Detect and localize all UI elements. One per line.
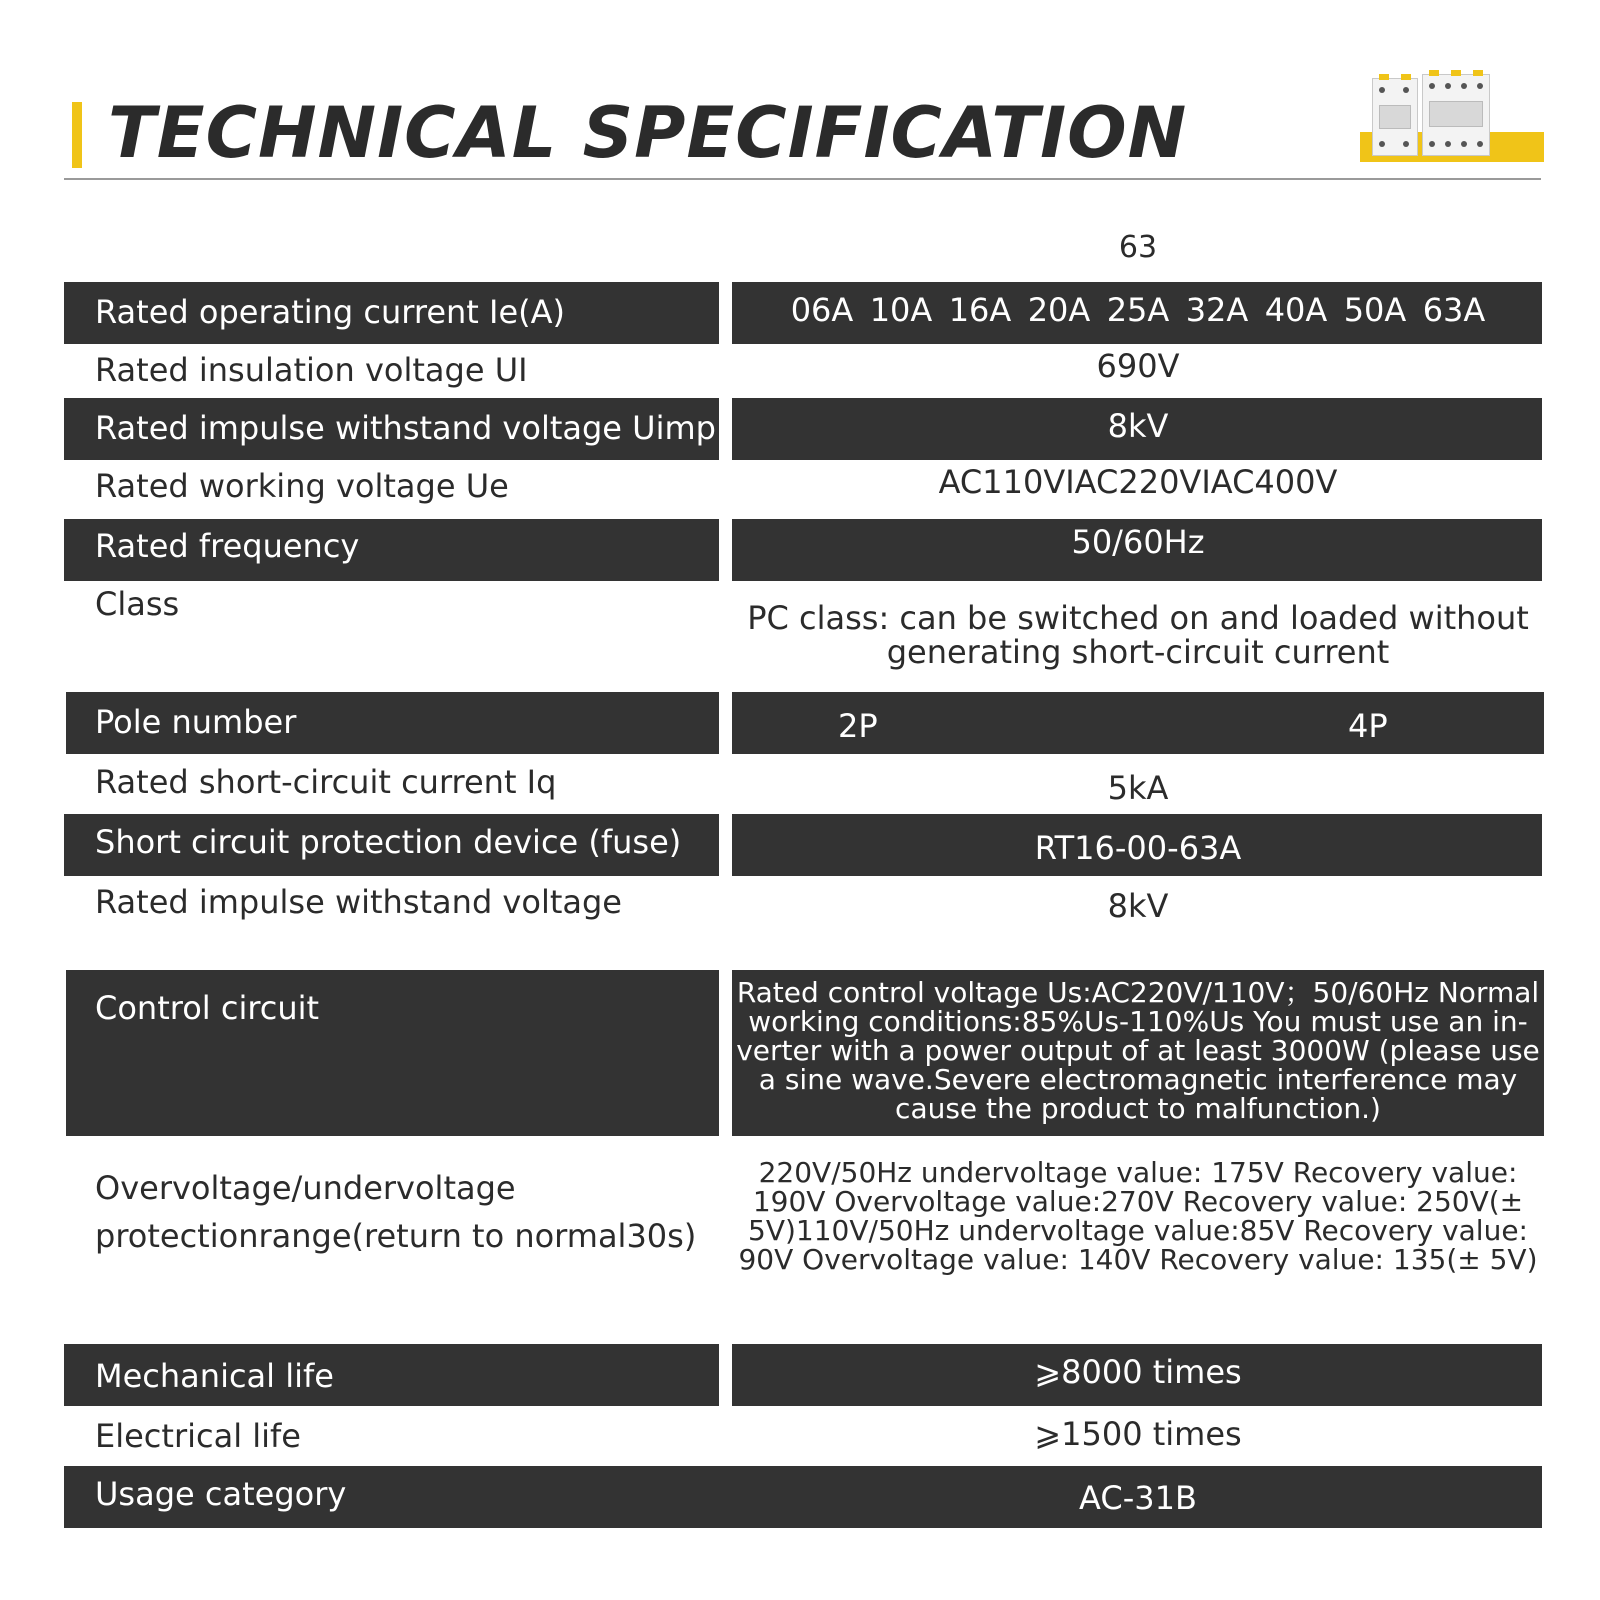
- current-value: 50A: [1343, 291, 1407, 329]
- title-accent-bar: [72, 102, 82, 168]
- current-value: 63A: [1422, 291, 1486, 329]
- spec-value-poles-4p: 4P: [1348, 707, 1388, 745]
- spec-label-fuse: Short circuit protection device (fuse): [95, 823, 682, 861]
- spec-value-impulse: 8kV: [1107, 887, 1169, 925]
- current-value: 16A: [948, 291, 1012, 329]
- spec-label-overvoltage-line2: protectionrange(return to normal30s): [95, 1217, 697, 1255]
- spec-value-frequency: 50/60Hz: [1071, 523, 1205, 561]
- spec-label-frequency: Rated frequency: [95, 527, 360, 565]
- spec-label-working-voltage: Rated working voltage Ue: [95, 467, 509, 505]
- spec-label-mechanical: Mechanical life: [95, 1357, 334, 1395]
- spec-value-poles-2p: 2P: [838, 707, 878, 745]
- title-divider: [64, 178, 1541, 180]
- spec-value-control-line: verter with a power output of at least 3000W (please use: [736, 1034, 1540, 1067]
- spec-label-poles: Pole number: [95, 703, 297, 741]
- spec-label-insulation: Rated insulation voltage UI: [95, 351, 528, 389]
- spec-label-class: Class: [95, 585, 180, 623]
- spec-value-control-line: a sine wave.Severe electromagnetic interference may: [758, 1063, 1518, 1096]
- current-value: 32A: [1185, 291, 1249, 329]
- spec-value-control-line: working conditions:85%Us-110%Us You must use an in-: [748, 1005, 1528, 1038]
- spec-value-fuse: RT16-00-63A: [1034, 829, 1242, 867]
- spec-value-overvoltage-line: 5V)110V/50Hz undervoltage value:85V Recovery value:: [748, 1214, 1528, 1247]
- column-header: 63: [1118, 230, 1158, 265]
- spec-label-usage: Usage category: [95, 1475, 347, 1513]
- spec-label-control: Control circuit: [95, 989, 320, 1027]
- spec-value-insulation: 690V: [1096, 347, 1180, 385]
- current-value: 10A: [869, 291, 933, 329]
- current-value: 20A: [1027, 291, 1091, 329]
- spec-value-mechanical: ⩾8000 times: [1034, 1353, 1242, 1391]
- spec-value-overvoltage-line: 220V/50Hz undervoltage value: 175V Recovery value:: [758, 1156, 1518, 1189]
- current-values: [734, 290, 1542, 330]
- current-value: 25A: [1106, 291, 1170, 329]
- spec-value-electrical: ⩾1500 times: [1034, 1415, 1242, 1453]
- spec-value-control-line: Rated control voltage Us:AC220V/110V；50/60Hz Normal: [736, 976, 1540, 1009]
- spec-value-impulse-uimp: 8kV: [1107, 407, 1169, 445]
- spec-value-class-line1: PC class: can be switched on and loaded without: [747, 599, 1529, 637]
- spec-label-short-circuit: Rated short-circuit current Iq: [95, 763, 557, 801]
- current-value: 06A: [790, 291, 854, 329]
- spec-value-class-line2: generating short-circuit current: [886, 633, 1390, 671]
- spec-label-impulse: Rated impulse withstand voltage: [95, 883, 622, 921]
- spec-value-overvoltage-line: 190V Overvoltage value:270V Recovery value: 250V(±: [752, 1185, 1524, 1218]
- spec-label-electrical: Electrical life: [95, 1417, 301, 1455]
- page-title: TECHNICAL SPECIFICATION: [108, 92, 1188, 174]
- spec-label-impulse-uimp: Rated impulse withstand voltage Uimp: [95, 409, 716, 447]
- spec-label-current: Rated operating current Ie(A): [95, 293, 565, 331]
- spec-value-working-voltage: AC110VIAC220VIAC400V: [938, 463, 1338, 501]
- spec-value-short-circuit: 5kA: [1107, 769, 1169, 807]
- current-value: 40A: [1264, 291, 1328, 329]
- device-4p-image: [1422, 74, 1490, 156]
- spec-value-control-line: cause the product to malfunction.): [895, 1092, 1381, 1125]
- spec-value-usage: AC-31B: [1079, 1479, 1197, 1517]
- device-2p-image: [1372, 78, 1418, 156]
- spec-value-overvoltage-line: 90V Overvoltage value: 140V Recovery value: 135(± 5V): [738, 1243, 1538, 1276]
- spec-label-overvoltage-line1: Overvoltage/undervoltage: [95, 1169, 516, 1207]
